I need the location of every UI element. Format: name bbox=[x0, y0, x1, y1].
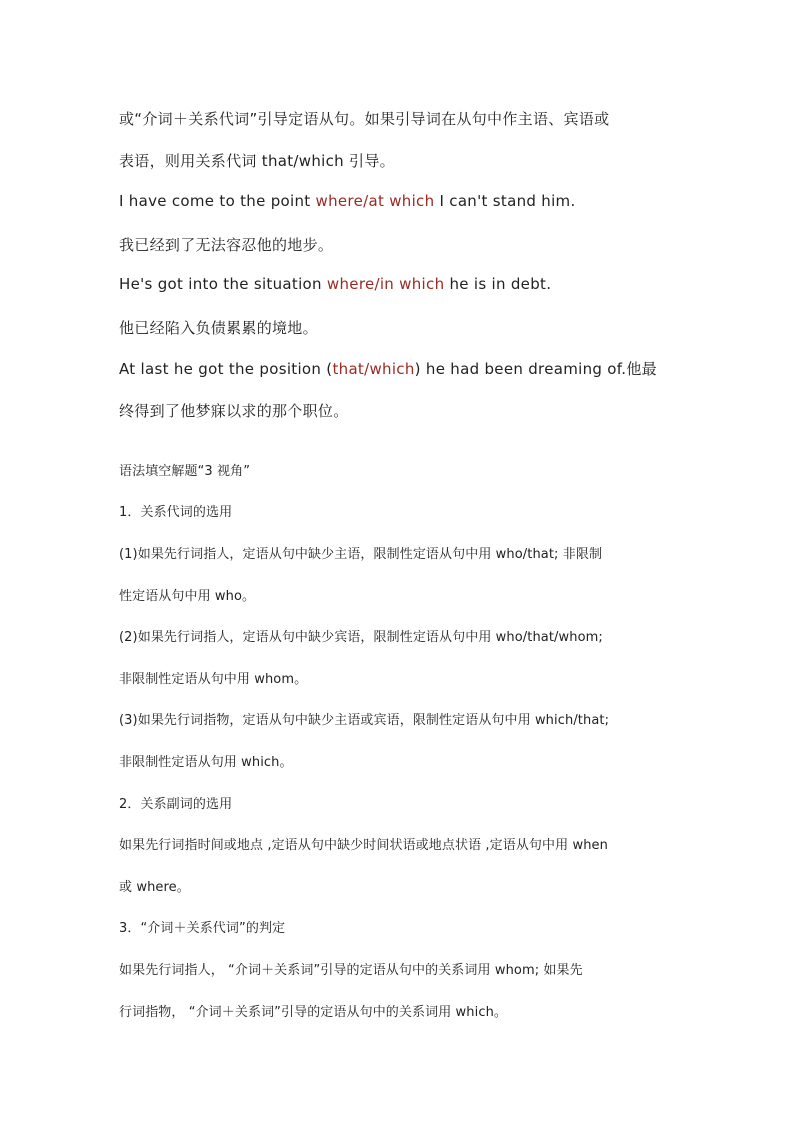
highlighted-relative-word: that/which bbox=[332, 360, 415, 378]
example-translation-1: 我已经到了无法容忍他的地步。 bbox=[119, 236, 334, 254]
highlighted-relative-word: where/at which bbox=[315, 192, 435, 210]
example-sentence-1 bbox=[119, 192, 576, 210]
example-text: At last he got the position ( bbox=[119, 360, 333, 378]
highlighted-relative-word: where/in which bbox=[326, 275, 445, 293]
example-text: he is in debt. bbox=[444, 275, 552, 293]
rule-line: 非限制性定语从句中用 whom。 bbox=[119, 672, 308, 687]
section-title: 语法填空解题“3 视角” bbox=[119, 464, 251, 479]
section-heading-1: 1．关系代词的选用 bbox=[119, 505, 233, 520]
example-text: He's got into the situation bbox=[119, 275, 327, 293]
example-sentence-2 bbox=[119, 275, 551, 293]
paragraph-line: 表语，则用关系代词 that/which 引导。 bbox=[119, 152, 395, 170]
rule-line: 行词指物， “介词＋关系词”引导的定语从句中的关系词用 which。 bbox=[119, 1005, 508, 1020]
example-text: ) he had been dreaming of.他最 bbox=[414, 360, 657, 378]
example-text: I have come to the point bbox=[119, 192, 316, 210]
rule-line: (2)如果先行词指人，定语从句中缺少宾语，限制性定语从句中用 who/that/whom; bbox=[119, 630, 603, 645]
rule-line: 或 where。 bbox=[119, 880, 190, 895]
rule-line: (3)如果先行词指物，定语从句中缺少主语或宾语，限制性定语从句中用 which/that; bbox=[119, 713, 610, 728]
paragraph-line: 或“介词＋关系代词”引导定语从句。如果引导词在从句中作主语、宾语或 bbox=[119, 110, 610, 128]
rule-line: 性定语从句中用 who。 bbox=[119, 589, 256, 604]
rule-line: 非限制性定语从句用 which。 bbox=[119, 755, 293, 770]
rule-line: (1)如果先行词指人，定语从句中缺少主语，限制性定语从句中用 who/that; 非限制 bbox=[119, 547, 603, 562]
section-heading-2: 2．关系副词的选用 bbox=[119, 797, 233, 812]
example-text: I can't stand him. bbox=[434, 192, 576, 210]
example-translation-3: 终得到了他梦寐以求的那个职位。 bbox=[119, 402, 349, 420]
example-translation-2: 他已经陷入负债累累的境地。 bbox=[119, 319, 318, 337]
example-sentence-3 bbox=[119, 358, 657, 379]
rule-line: 如果先行词指时间或地点 ,定语从句中缺少时间状语或地点状语 ,定语从句中用 when bbox=[119, 838, 608, 853]
rule-line: 如果先行词指人， “介词＋关系词”引导的定语从句中的关系词用 whom; 如果先 bbox=[119, 963, 583, 978]
section-heading-3: 3．“介词＋关系代词”的判定 bbox=[119, 921, 286, 936]
